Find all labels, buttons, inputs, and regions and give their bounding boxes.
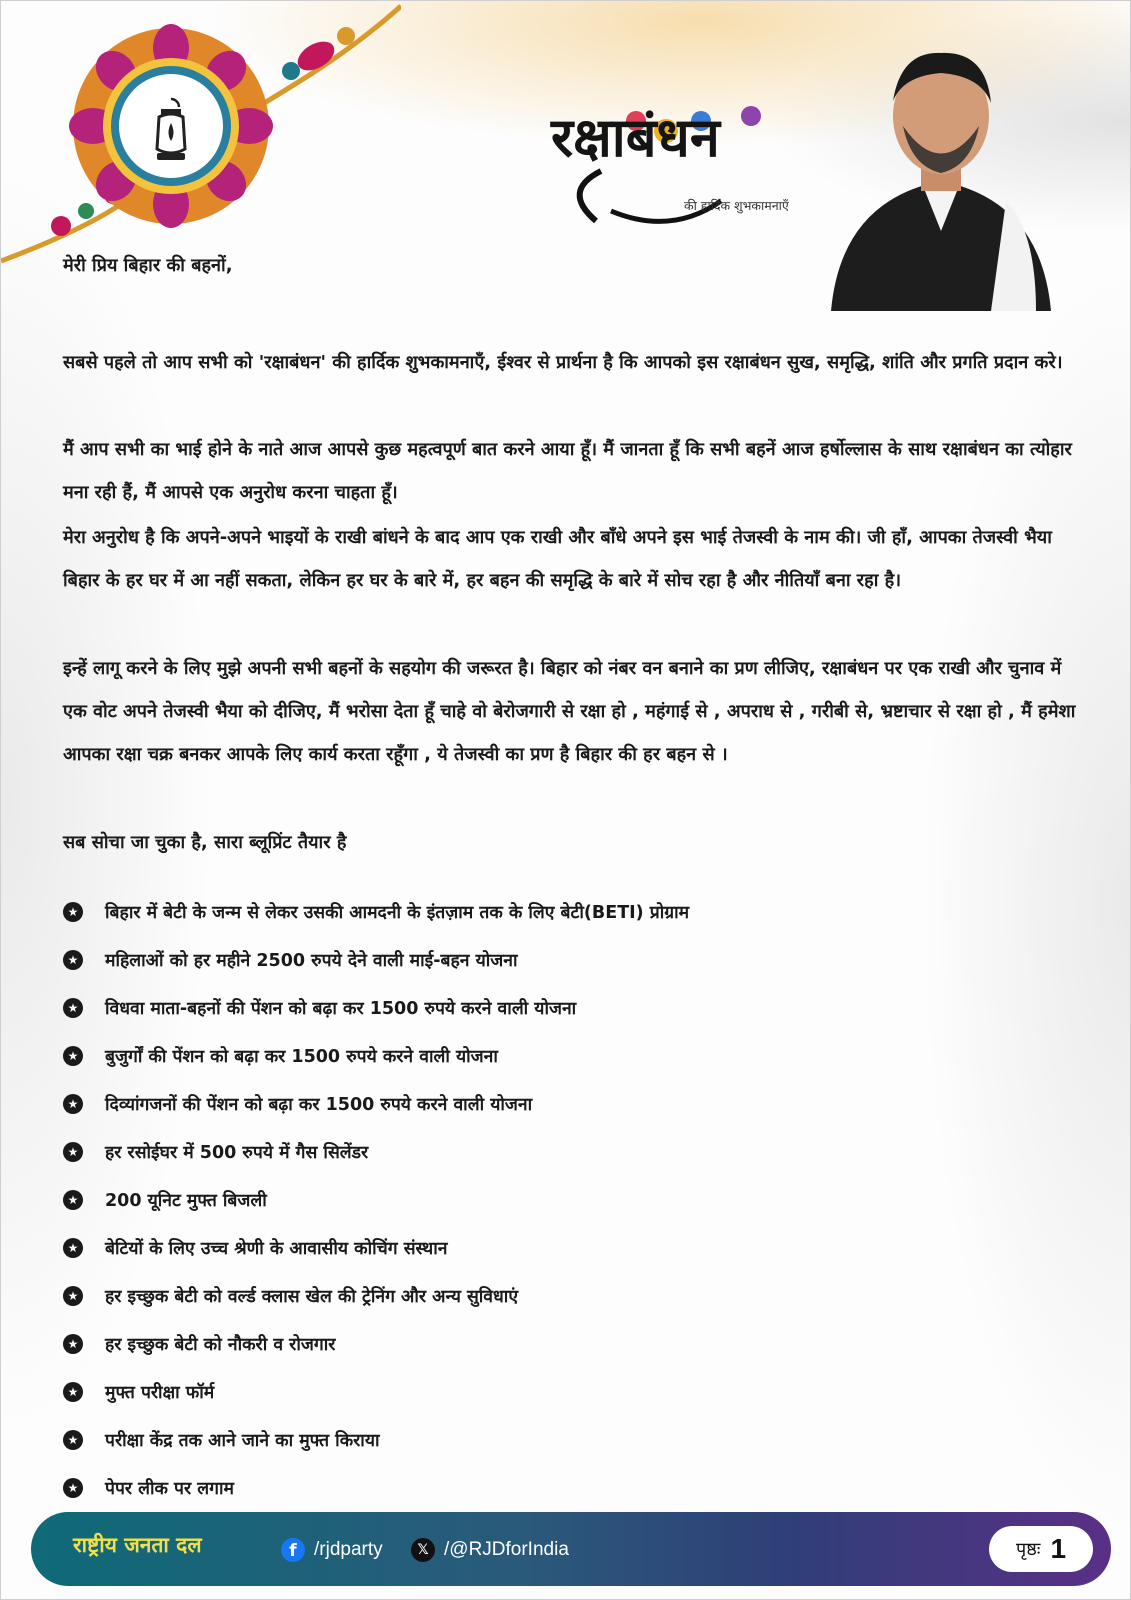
- page-number: 1: [1050, 1533, 1067, 1564]
- page-label: पृष्ठः: [1015, 1539, 1041, 1560]
- letter-body: [63, 251, 1083, 853]
- list-item-text: दिव्यांगजनों की पेंशन को बढ़ा कर 1500 रुपये करने वाली योजना: [105, 1095, 533, 1115]
- star-circle-icon: ★: [63, 902, 83, 922]
- x-twitter-icon[interactable]: 𝕏: [411, 1538, 435, 1562]
- list-item: [63, 888, 1063, 936]
- list-item: [63, 1320, 1063, 1368]
- promise-list: [63, 888, 1063, 1512]
- list-item-text: बेटियों के लिए उच्च श्रेणी के आवासीय कोचिंग संस्थान: [105, 1239, 448, 1259]
- title-text: रक्षाबंधन: [551, 106, 720, 169]
- star-circle-icon: ★: [63, 1094, 83, 1114]
- facebook-icon[interactable]: f: [281, 1538, 305, 1562]
- paragraph-introduction: मैं आप सभी का भाई होने के नाते आज आपसे कुछ महत्वपूर्ण बात करने आया हूँ। मैं जानता हूँ कि सभी बहनें आज हर्षोल्लास के साथ रक्षाबंधन का त्योहार मना रही हैं, मैं आपसे एक अनुरोध करना चाहता हूँ।: [63, 439, 1072, 503]
- star-circle-icon: ★: [63, 1382, 83, 1402]
- list-item-text: पेपर लीक पर लगाम: [105, 1479, 234, 1499]
- list-item: [63, 1368, 1063, 1416]
- list-item-text: परीक्षा केंद्र तक आने जाने का मुफ्त किराया: [105, 1431, 380, 1451]
- list-item-text: विधवा माता-बहनों की पेंशन को बढ़ा कर 1500 रुपये करने वाली योजना: [105, 999, 577, 1019]
- list-item-text: महिलाओं को हर महीने 2500 रुपये देने वाली माई-बहन योजना: [105, 951, 518, 971]
- list-item: [63, 1272, 1063, 1320]
- star-circle-icon: ★: [63, 1190, 83, 1210]
- star-circle-icon: ★: [63, 1286, 83, 1306]
- facebook-handle-link[interactable]: /rjdparty: [314, 1539, 383, 1560]
- list-item: [63, 1176, 1063, 1224]
- salutation: मेरी प्रिय बिहार की बहनों,: [63, 255, 233, 276]
- list-item: [63, 936, 1063, 984]
- list-item: [63, 1464, 1063, 1512]
- star-circle-icon: ★: [63, 950, 83, 970]
- paragraph-appeal: इन्हें लागू करने के लिए मुझे अपनी सभी बहनों के सहयोग की जरूरत है। बिहार को नंबर वन बनाने का प्रण लीजिए, रक्षाबंधन पर एक राखी और चुनाव में एक वोट अपने तेजस्वी भैया को दीजिए, मैं भरोसा देता हूँ चाहे वो बेरोजगारी से रक्षा हो , महंगाई से , अपराध से , गरीबी से, भ्रष्टाचार से रक्षा हो , मैं हमेशा आपका रक्षा चक्र बनकर आपके लिए कार्य करता रहूँगा , ये तेजस्वी का प्रण है बिहार की हर बहन से ।: [63, 658, 1076, 765]
- star-circle-icon: ★: [63, 1478, 83, 1498]
- paragraph-greeting: सबसे पहले तो आप सभी को 'रक्षाबंधन' की हार्दिक शुभकामनाएँ, ईश्वर से प्रार्थना है कि आपको इस रक्षाबंधन सुख, समृद्धि, शांति और प्रगति प्रदान करे।: [63, 352, 1063, 373]
- list-item-text: बुजुर्गों की पेंशन को बढ़ा कर 1500 रुपये करने वाली योजना: [105, 1047, 498, 1067]
- paragraph-blueprint: सब सोचा जा चुका है, सारा ब्लूप्रिंट तैयार है: [63, 832, 347, 853]
- list-item-text: हर इच्छुक बेटी को वर्ल्ड क्लास खेल की ट्रेनिंग और अन्य सुविधाएं: [105, 1287, 519, 1307]
- list-item: [63, 1224, 1063, 1272]
- star-circle-icon: ★: [63, 998, 83, 1018]
- party-name: राष्ट्रीय जनता दल: [73, 1533, 202, 1557]
- star-circle-icon: ★: [63, 1238, 83, 1258]
- list-item: [63, 1032, 1063, 1080]
- list-item: [63, 984, 1063, 1032]
- list-item: [63, 1416, 1063, 1464]
- list-item-text: मुफ्त परीक्षा फॉर्म: [105, 1383, 215, 1403]
- star-circle-icon: ★: [63, 1142, 83, 1162]
- list-item-text: बिहार में बेटी के जन्म से लेकर उसकी आमदनी के इंतज़ाम तक के लिए बेटी(BETI) प्रोग्राम: [105, 903, 690, 923]
- star-circle-icon: ★: [63, 1430, 83, 1450]
- lantern-icon: [149, 97, 193, 167]
- star-circle-icon: ★: [63, 1334, 83, 1354]
- paragraph-request: मेरा अनुरोध है कि अपने-अपने भाइयों के राखी बांधने के बाद आप एक राखी और बाँधे अपने इस भाई तेजस्वी के नाम की। जी हाँ, आपका तेजस्वी भैया बिहार के हर घर में आ नहीं सकता, लेकिन हर घर के बारे में, हर बहन की समृद्धि के बारे में सोच रहा है और नीतियाँ बना रहा है।: [63, 527, 1052, 591]
- page-number-badge: [989, 1526, 1093, 1572]
- list-item-text: हर रसोईघर में 500 रुपये में गैस सिलेंडर: [105, 1143, 369, 1163]
- star-circle-icon: ★: [63, 1046, 83, 1066]
- rakhi-logo-graphic: [1, 1, 401, 281]
- list-item: [63, 1080, 1063, 1128]
- title-subtitle: की हार्दिक शुभकामनाएँ: [684, 198, 789, 213]
- x-handle-link[interactable]: /@RJDforIndia: [444, 1539, 569, 1560]
- list-item-text: 200 यूनिट मुफ्त बिजली: [105, 1191, 267, 1211]
- list-item: [63, 1128, 1063, 1176]
- list-item-text: हर इच्छुक बेटी को नौकरी व रोजगार: [105, 1335, 336, 1355]
- footer-bar: [31, 1512, 1111, 1586]
